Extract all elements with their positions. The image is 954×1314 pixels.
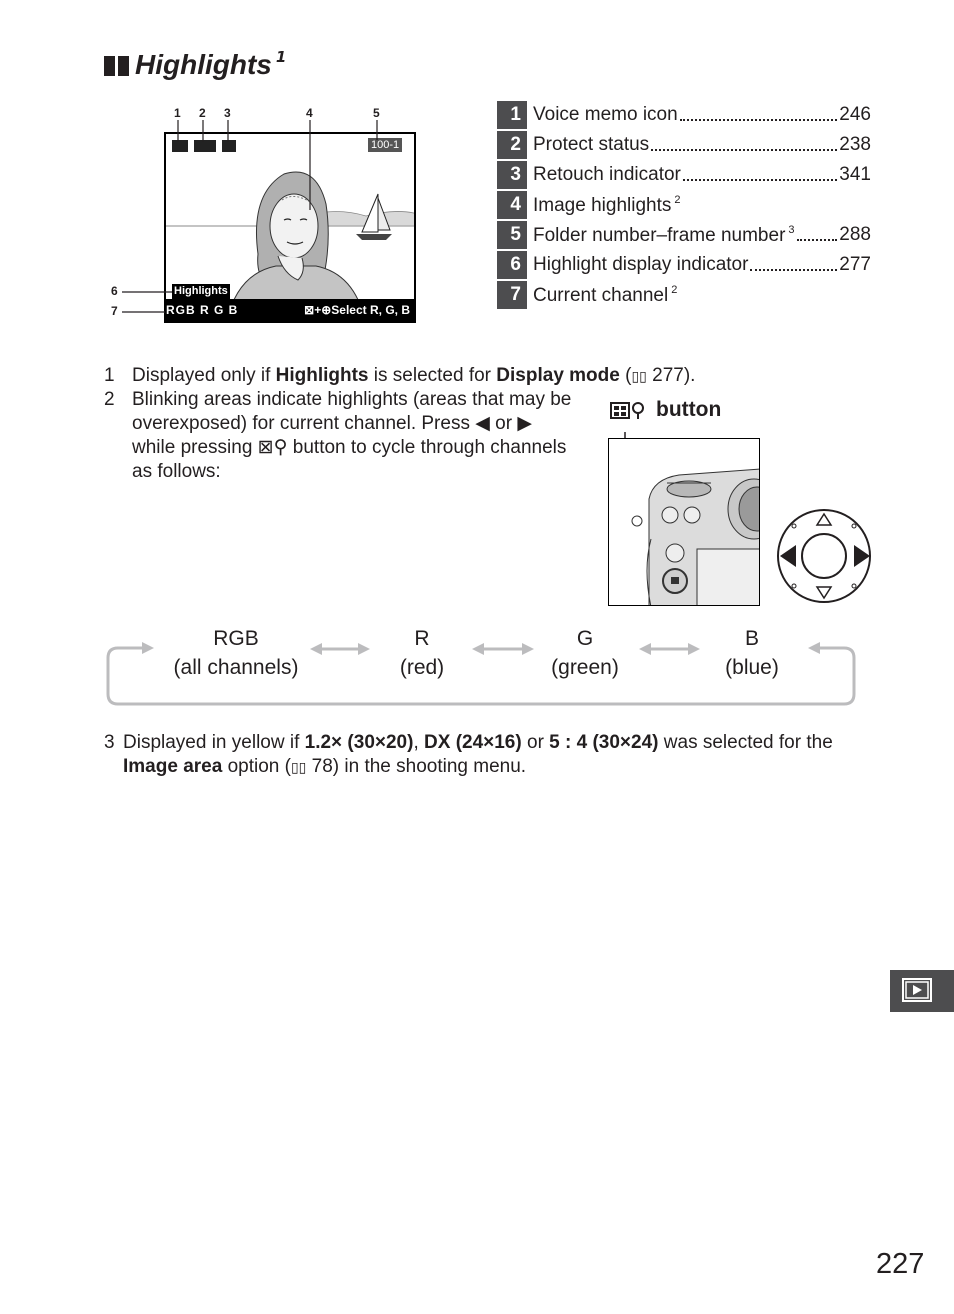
legend-number: 2 bbox=[497, 131, 527, 159]
heading-footnote-ref: 1 bbox=[275, 48, 287, 66]
legend-label: Voice memo icon bbox=[533, 104, 678, 125]
callout-4: 4 bbox=[306, 106, 313, 120]
legend-page: 277 bbox=[839, 254, 871, 275]
legend-number: 3 bbox=[497, 161, 527, 189]
current-channel-text: RGB R G B bbox=[166, 303, 239, 317]
legend-number: 5 bbox=[497, 221, 527, 249]
legend-row bbox=[497, 100, 871, 130]
leader-dots bbox=[651, 149, 837, 151]
leader-dots bbox=[750, 269, 837, 271]
legend-row bbox=[497, 160, 871, 190]
legend-label: Protect status bbox=[533, 134, 650, 155]
legend-number: 7 bbox=[497, 281, 527, 309]
footnote-1: 1 Displayed only if Highlights is selected for Display mode (▯▯ 277). bbox=[104, 365, 696, 386]
legend-row bbox=[497, 280, 871, 310]
legend-row bbox=[497, 190, 871, 220]
left-arrow-icon: ◀ bbox=[475, 413, 490, 434]
book-reference-icon: ▯▯ bbox=[290, 759, 307, 775]
heading-title: Highlights bbox=[135, 49, 272, 80]
right-arrow-icon: ▶ bbox=[517, 413, 532, 434]
legend-label: Image highlights $^2$ bbox=[533, 193, 681, 216]
footnote-number: 2 bbox=[104, 389, 115, 410]
callout-5: 5 bbox=[373, 106, 380, 120]
callout-7: 7 bbox=[111, 304, 118, 318]
folder-frame-number: 100-1 bbox=[368, 138, 402, 152]
legend-page: 341 bbox=[839, 164, 871, 185]
legend-label: Current channel $^2$ bbox=[533, 283, 678, 306]
legend-label: Folder number–frame number $^3$ bbox=[533, 223, 795, 246]
zoom-button-icon: ⊠⚲ bbox=[257, 437, 288, 458]
highlight-display-indicator: Highlights bbox=[174, 285, 228, 297]
legend-row bbox=[497, 250, 871, 280]
legend-page: 288 bbox=[839, 224, 871, 245]
zoom-button-icon bbox=[610, 400, 648, 420]
footnote-number: 1 bbox=[104, 365, 115, 386]
legend-page: 246 bbox=[839, 104, 871, 125]
leader-dots bbox=[797, 239, 838, 241]
callout-legend bbox=[497, 100, 871, 310]
callout-2: 2 bbox=[199, 106, 206, 120]
camera-back-illustration bbox=[608, 438, 760, 606]
footnote-2: 2 Blinking areas indicate highlights (areas that may be overexposed) for current channel. Press ◀ or ▶ while pressing ⊠⚲ button to cycle through channels as follows: bbox=[104, 389, 572, 482]
leader-dots bbox=[680, 119, 838, 121]
channel-rgb: RGB (all channels) bbox=[173, 627, 299, 679]
channel-blue: B (blue) bbox=[725, 627, 779, 679]
camera-body-drawing bbox=[609, 439, 760, 606]
zoom-button-label: button bbox=[610, 398, 721, 422]
channel-red: R (red) bbox=[399, 627, 445, 679]
footnote-number: 3 bbox=[104, 732, 115, 753]
playback-icon bbox=[902, 978, 932, 1002]
page-number: 227 bbox=[876, 1248, 925, 1280]
legend-label: Retouch indicator bbox=[533, 164, 681, 185]
legend-row bbox=[497, 130, 871, 160]
multi-selector-illustration bbox=[776, 506, 874, 608]
footnote-3: 3 Displayed in yellow if 1.2× (30×20), DX (24×16) or 5 : 4 (30×24) was selected for the Image area option (▯▯ 78) in the shooting menu. bbox=[104, 732, 833, 777]
callout-3: 3 bbox=[224, 106, 231, 120]
legend-page: 238 bbox=[839, 134, 871, 155]
select-channel-text: ⊠+⊕Select R, G, B bbox=[304, 303, 410, 317]
leader-dots bbox=[683, 179, 837, 181]
zoom-multi-selector-icon: ⊠+⊕ bbox=[304, 303, 332, 317]
legend-row bbox=[497, 220, 871, 250]
channel-green: G (green) bbox=[551, 627, 619, 679]
book-reference-icon: ▯▯ bbox=[631, 368, 647, 384]
callout-1: 1 bbox=[174, 106, 181, 120]
legend-number: 6 bbox=[497, 251, 527, 279]
legend-number: 4 bbox=[497, 191, 527, 219]
legend-number: 1 bbox=[497, 101, 527, 129]
callout-6: 6 bbox=[111, 284, 118, 298]
legend-label: Highlight display indicator bbox=[533, 254, 749, 275]
